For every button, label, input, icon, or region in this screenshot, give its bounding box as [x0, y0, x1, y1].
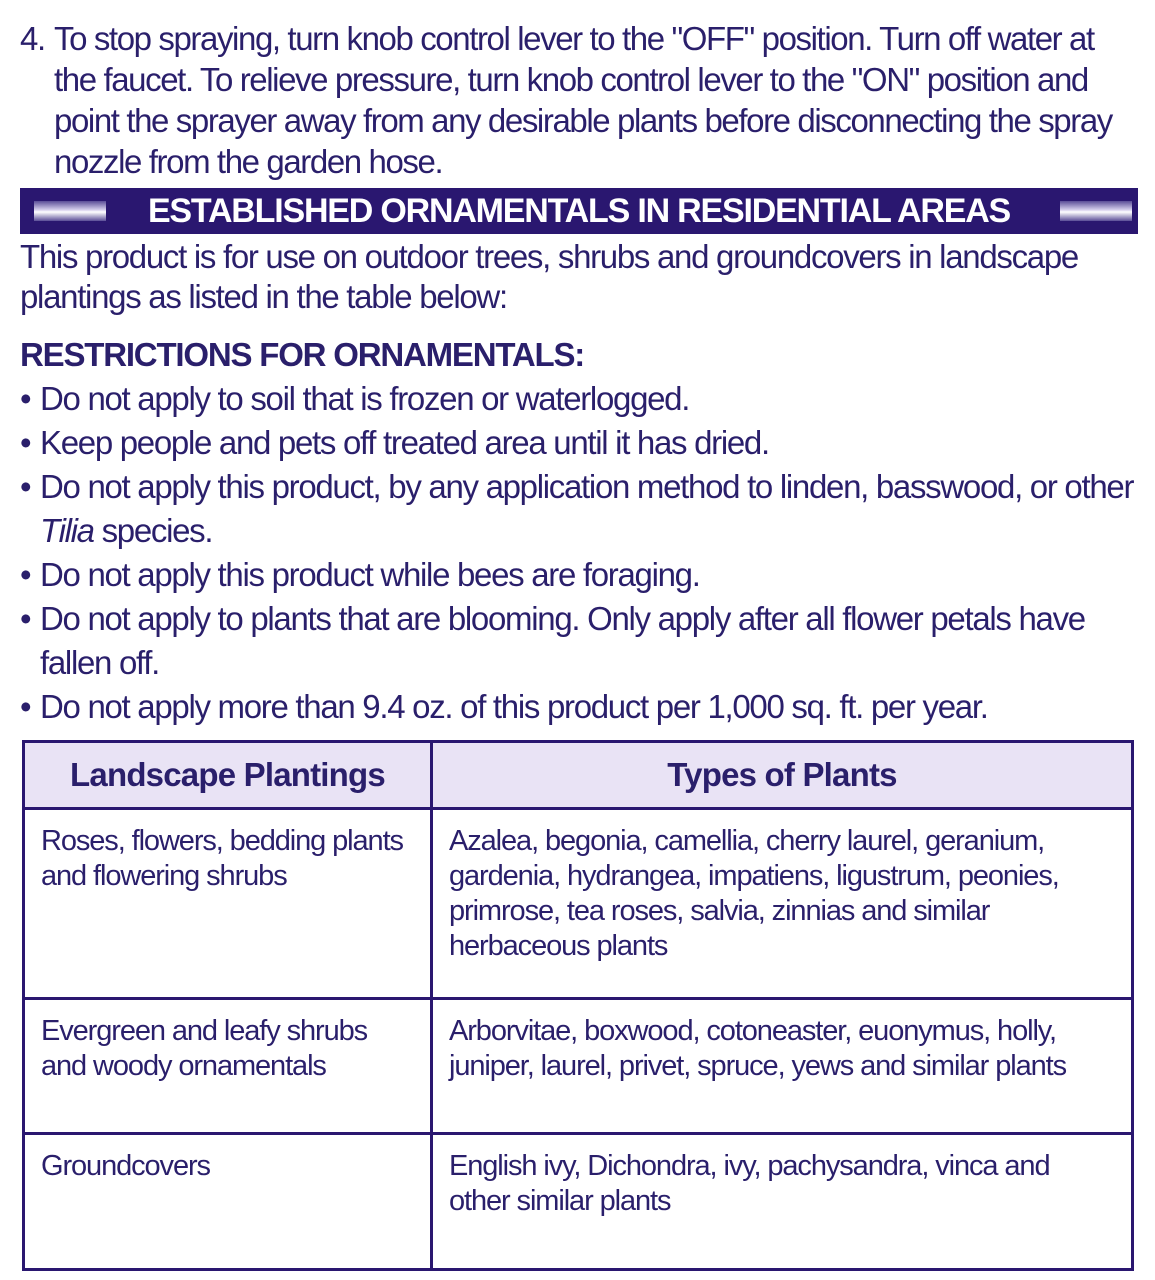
restrictions-list — [20, 377, 1138, 729]
step-4 — [20, 18, 1138, 182]
bullet-icon: • — [20, 688, 31, 725]
step-number: 4. — [20, 20, 45, 57]
banner-right-stripe — [1060, 201, 1132, 221]
plant-types-cell: Arborvitae, boxwood, cotoneaster, euonymus, holly, juniper, laurel, privet, spruce, yews and similar plants — [432, 999, 1133, 1134]
bullet-icon: • — [20, 380, 31, 417]
restriction-item: • Do not apply to plants that are blooming. Only apply after all flower petals have fallen off. — [20, 597, 1138, 685]
plant-types-cell: English ivy, Dichondra, ivy, pachysandra, vinca and other similar plants — [432, 1134, 1133, 1270]
restriction-item: • Do not apply this product while bees are foraging. — [20, 553, 1138, 597]
header-landscape-plantings: Landscape Plantings — [24, 742, 432, 809]
restriction-item: • Do not apply this product, by any application method to linden, basswood, or other Tilia species. — [20, 465, 1138, 553]
plant-types-cell: Azalea, begonia, camellia, cherry laurel, geranium, gardenia, hydrangea, impatiens, ligustrum, peonies, primrose, tea roses, salvia, zinnias and similar herbaceous plants — [432, 809, 1133, 999]
bullet-icon: • — [20, 468, 31, 505]
planting-cell: Evergreen and leafy shrubs and woody ornamentals — [24, 999, 432, 1134]
table-row — [24, 1134, 1133, 1270]
planting-cell: Groundcovers — [24, 1134, 432, 1270]
header-types-of-plants: Types of Plants — [432, 742, 1133, 809]
section-title: ESTABLISHED ORNAMENTALS IN RESIDENTIAL AREAS — [147, 192, 1011, 230]
table-row — [24, 809, 1133, 999]
restrictions-title: RESTRICTIONS FOR ORNAMENTALS: — [20, 336, 585, 373]
intro-text: This product is for use on outdoor trees, shrubs and groundcovers in landscape plantings as listed in the table below: — [20, 238, 1078, 315]
step-text: To stop spraying, turn knob control lever to the "OFF" position. Turn off water at the faucet. To relieve pressure, turn knob control lever to the "ON" position and point the sprayer away from any desirable plants before disconnecting the spray nozzle from the garden hose. — [54, 20, 1112, 180]
restriction-item: • Keep people and pets off treated area until it has dried. — [20, 421, 1138, 465]
table-header-row — [24, 742, 1133, 809]
bullet-icon: • — [20, 556, 31, 593]
label-page — [20, 18, 1138, 729]
bullet-icon: • — [20, 600, 31, 637]
bullet-icon: • — [20, 424, 31, 461]
planting-cell: Roses, flowers, bedding plants and flowering shrubs — [24, 809, 432, 999]
table-row — [24, 999, 1133, 1134]
section-banner — [20, 188, 1138, 234]
restriction-item: • Do not apply more than 9.4 oz. of this product per 1,000 sq. ft. per year. — [20, 685, 1138, 729]
plants-table — [22, 740, 1134, 1271]
banner-left-stripe — [34, 201, 106, 221]
restriction-item: • Do not apply to soil that is frozen or waterlogged. — [20, 377, 1138, 421]
genus-name: Tilia — [40, 512, 94, 549]
